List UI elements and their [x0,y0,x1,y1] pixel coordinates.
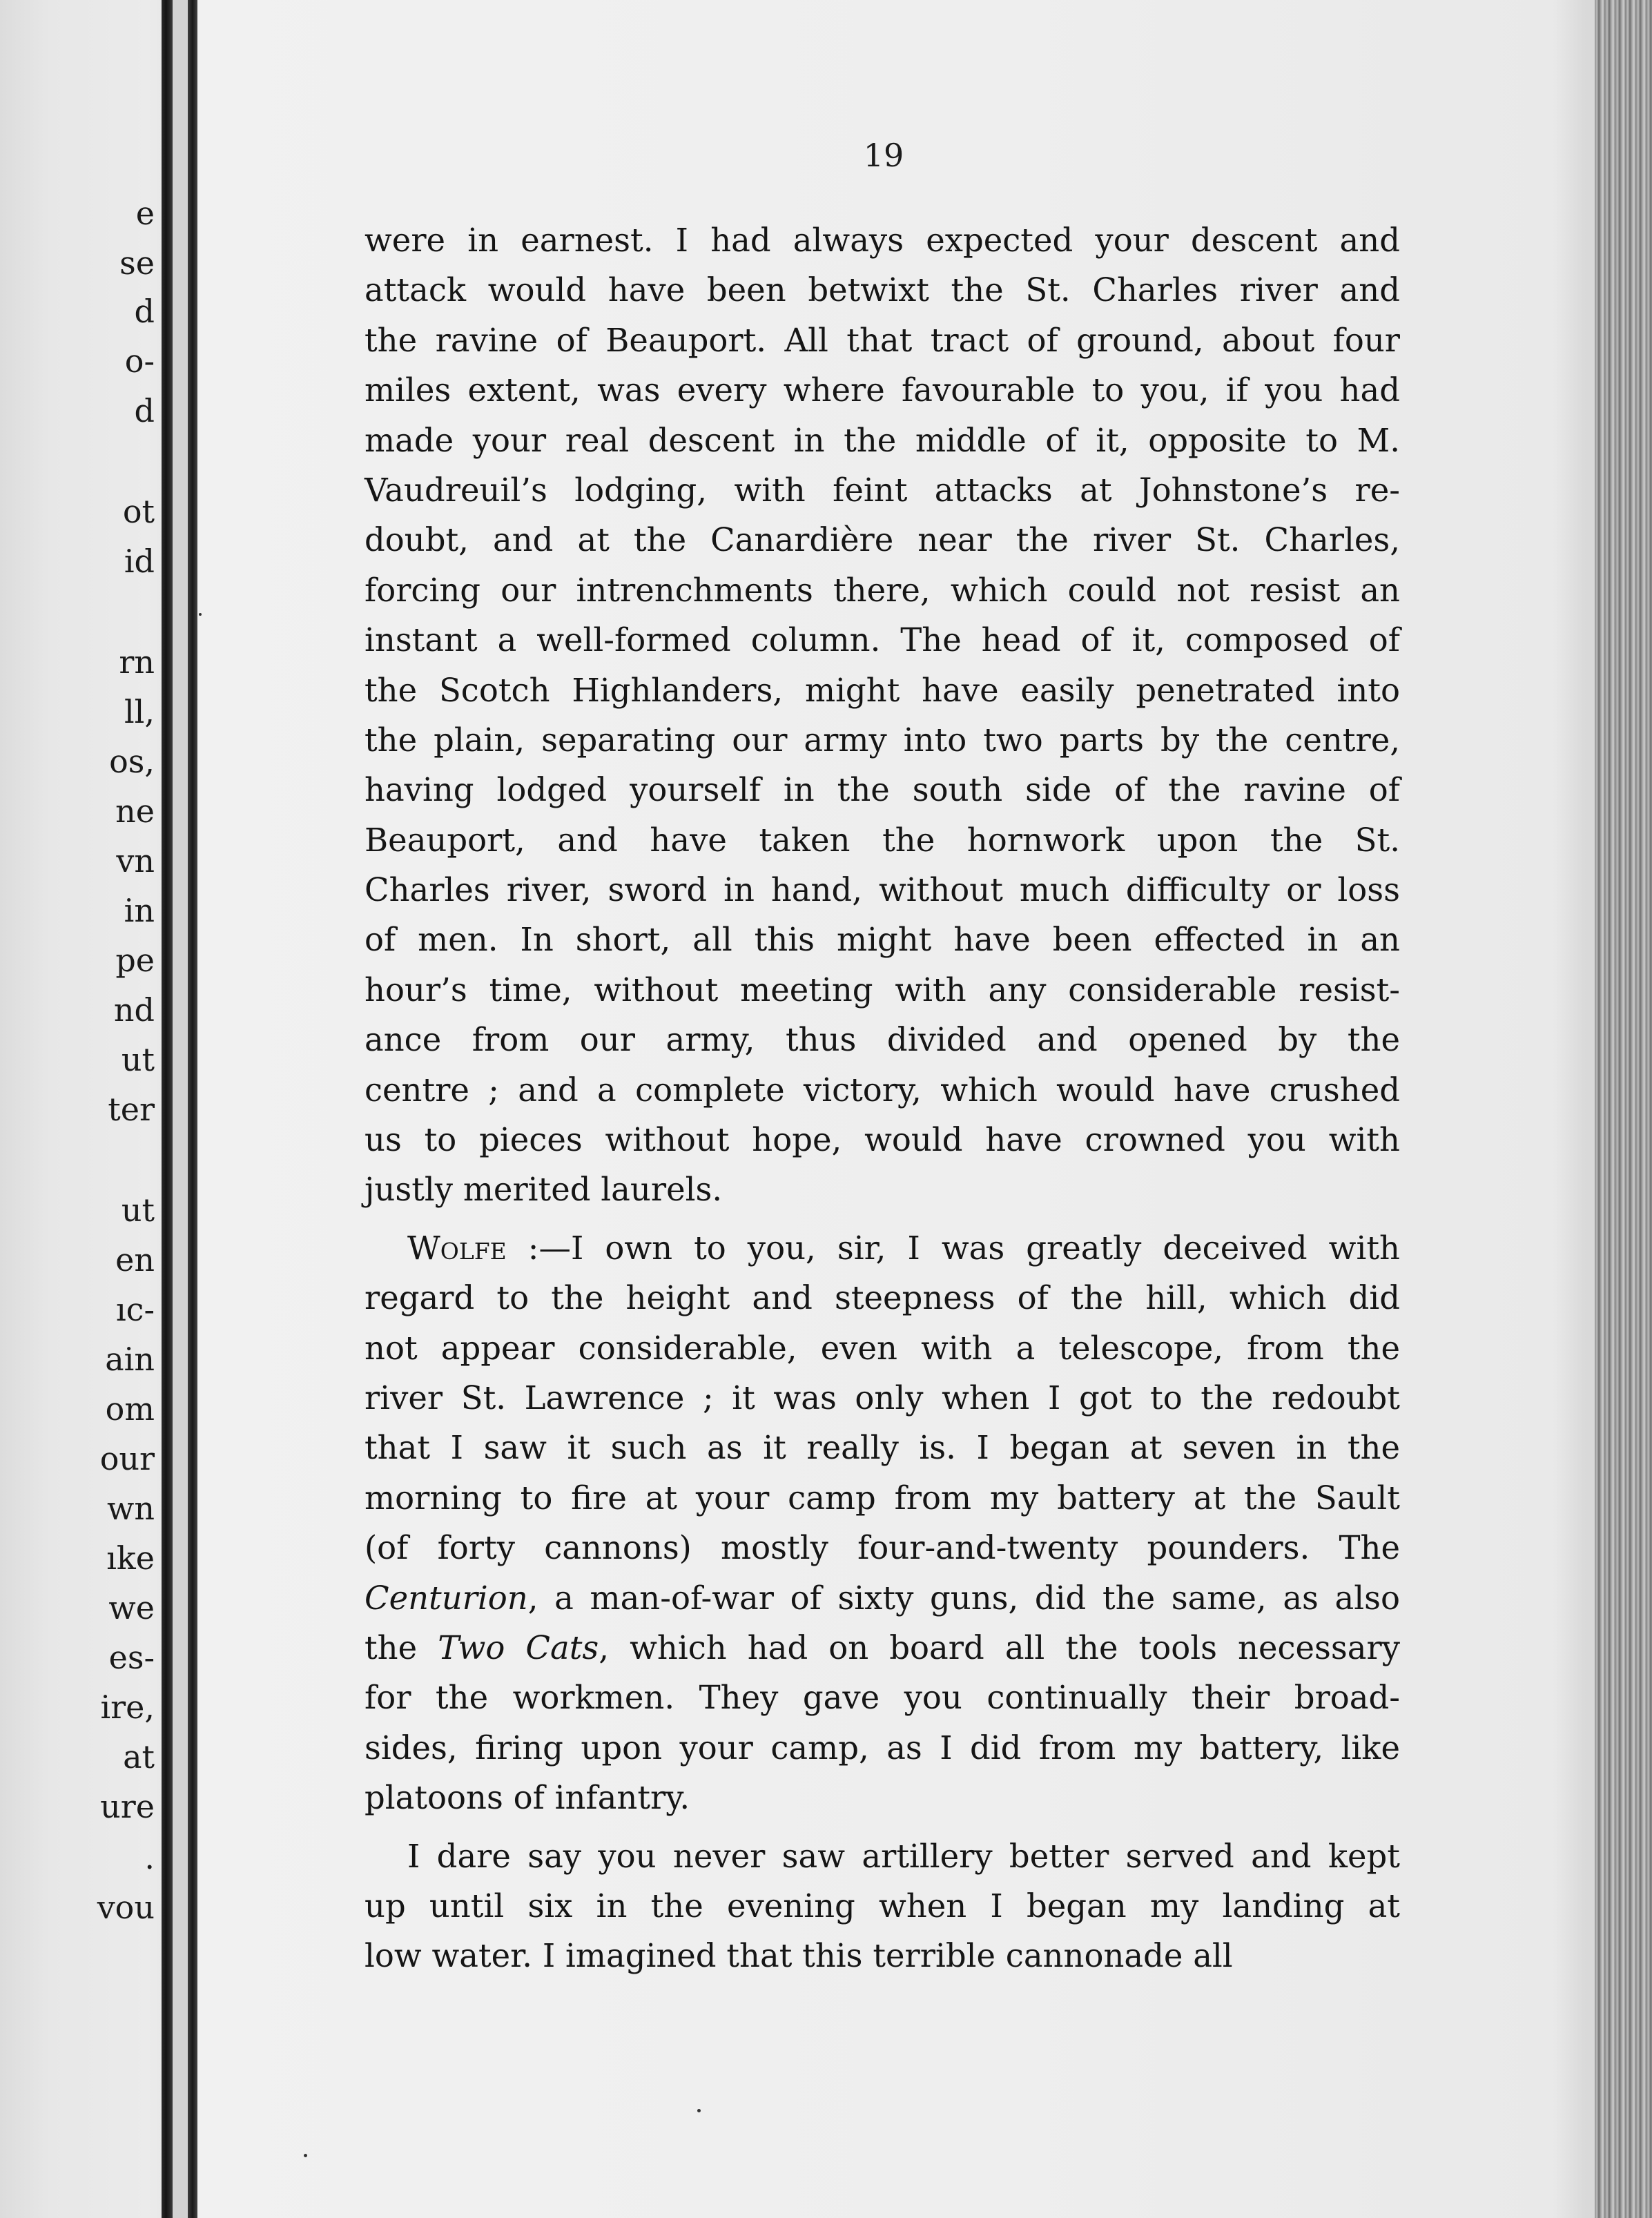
text-line: doubt, and at the Canardière near the river St. Charles, [365,521,1400,559]
left-page-text-fragment: es- [108,1639,155,1676]
left-page-text-fragment: ure [100,1788,155,1825]
text-line: regard to the height and steepness of the hill, which did [365,1279,1400,1317]
text-line: Beauport, and have taken the hornwork upon the St. [365,821,1400,859]
left-page-text-fragment: vou [97,1889,155,1926]
left-page-text-fragment: . [144,1839,155,1876]
left-page-text-fragment: ain [105,1341,155,1378]
text-line: the plain, separating our army into two parts by the centre, [365,721,1400,759]
ship-name: Centurion [365,1579,528,1617]
book-spine-line [162,0,173,2218]
left-page-text-fragment: ll, [124,693,155,730]
text-line: ance from our army, thus divided and opened by the [365,1021,1400,1059]
text-line: for the workmen. They gave you continually their broad- [365,1679,1400,1717]
left-page-text-fragment: ıke [106,1539,155,1577]
left-page-text-fragment: om [105,1390,155,1428]
left-page-text-fragment: ot [122,493,155,530]
left-page-text-fragment: pe [115,942,155,979]
left-page-text-fragment: ut [121,1041,155,1078]
left-page-text-fragment: ne [115,792,155,830]
left-page-text-fragment: ıc- [115,1291,155,1328]
book-page-edges [1595,0,1652,2218]
left-page-text-fragment: se [119,244,155,282]
left-page-text-fragment: e [135,195,155,232]
left-page-text-fragment: d [134,293,155,330]
text-line: I dare say you never saw artillery better served and kept [407,1837,1400,1875]
text-line: forcing our intrenchments there, which could not resist an [365,571,1400,609]
page-inner-edge-line [188,0,197,2218]
text-line: Charles river, sword in hand, without much difficulty or loss [365,871,1400,909]
paragraph [365,1831,1400,1981]
left-page-text-fragment: nd [113,991,155,1029]
text-line: (of forty cannons) mostly four-and-twenty pounders. The [365,1529,1400,1567]
text-line: river St. Lawrence ; it was only when I got to the redoubt [365,1379,1400,1417]
left-page-text-fragment: we [108,1589,155,1626]
text-line: the ravine of Beauport. All that tract of ground, about four [365,321,1400,359]
text-line: sides, firing upon your camp, as I did from my battery, like [365,1729,1400,1767]
text-line: us to pieces without hope, would have crowned you with [365,1121,1400,1159]
text-line: up until six in the evening when I began my landing at [365,1887,1400,1925]
text-line: justly merited laurels. [365,1171,723,1209]
text-line: of men. In short, all this might have been effected in an [365,921,1400,959]
page-body-text [365,215,1400,1981]
text-line: hour’s time, without meeting with any considerable resist- [365,971,1400,1009]
gutter-shadow [173,0,188,2218]
text-line: not appear considerable, even with a telescope, from the [365,1329,1400,1367]
scan-speck [697,2109,701,2112]
scan-speck [304,2154,307,2157]
text-line: the Scotch Highlanders, might have easily penetrated into [365,671,1400,709]
left-page-text-fragment: rn [119,643,155,681]
left-page-text-fragment: ire, [100,1689,155,1726]
speaker-name: Wolfe [407,1229,507,1267]
left-page-text-fragment: vn [116,842,155,879]
left-page-text-fragment: ter [108,1091,155,1128]
left-page-text-fragment: os, [109,743,155,780]
left-page-text-fragment: in [124,892,155,929]
text-line: instant a well-formed column. The head of it, composed of [365,621,1400,659]
text-line: platoons of infantry. [365,1779,690,1817]
scan-speck [199,613,202,616]
text-line: morning to fire at your camp from my battery at the Sault [365,1479,1400,1517]
text-line: centre ; and a complete victory, which would have crushed [365,1071,1400,1109]
left-page-text-fragment: wn [107,1490,155,1527]
text-line: made your real descent in the middle of it, opposite to M. [365,421,1400,459]
text-line: the Two Cats, which had on board all the tools necessary [365,1628,1400,1666]
left-page-text-fragment: o- [124,342,155,380]
left-facing-page-fragment [0,0,160,2218]
text-line: attack would have been betwixt the St. Charles river and [365,271,1400,309]
paragraph [365,215,1400,1215]
text-line: Vaudreuil’s lodging, with feint attacks at Johnstone’s re- [365,471,1400,509]
text-line: miles extent, was every where favourable to you, if you had [365,371,1400,409]
ship-name: Two Cats [438,1628,599,1666]
text-line: Wolfe :—I own to you, sir, I was greatly deceived with [407,1229,1400,1267]
left-page-text-fragment: our [99,1440,155,1477]
text-line: having lodged yourself in the south side of the ravine of [365,771,1400,809]
paragraph [365,1223,1400,1823]
page-number: 19 [863,137,904,174]
left-page-text-fragment: d [134,392,155,429]
text-line: that I saw it such as it really is. I began at seven in the [365,1429,1400,1467]
left-page-text-fragment: at [123,1738,155,1776]
text-line: Centurion, a man-of-war of sixty guns, did the same, as also [365,1579,1400,1617]
text-line: were in earnest. I had always expected your descent and [365,222,1400,259]
left-page-text-fragment: id [124,543,155,580]
text-line: low water. I imagined that this terrible cannonade all [365,1937,1233,1975]
left-page-text-fragment: ut [121,1191,155,1229]
left-page-text-fragment: en [115,1241,155,1278]
